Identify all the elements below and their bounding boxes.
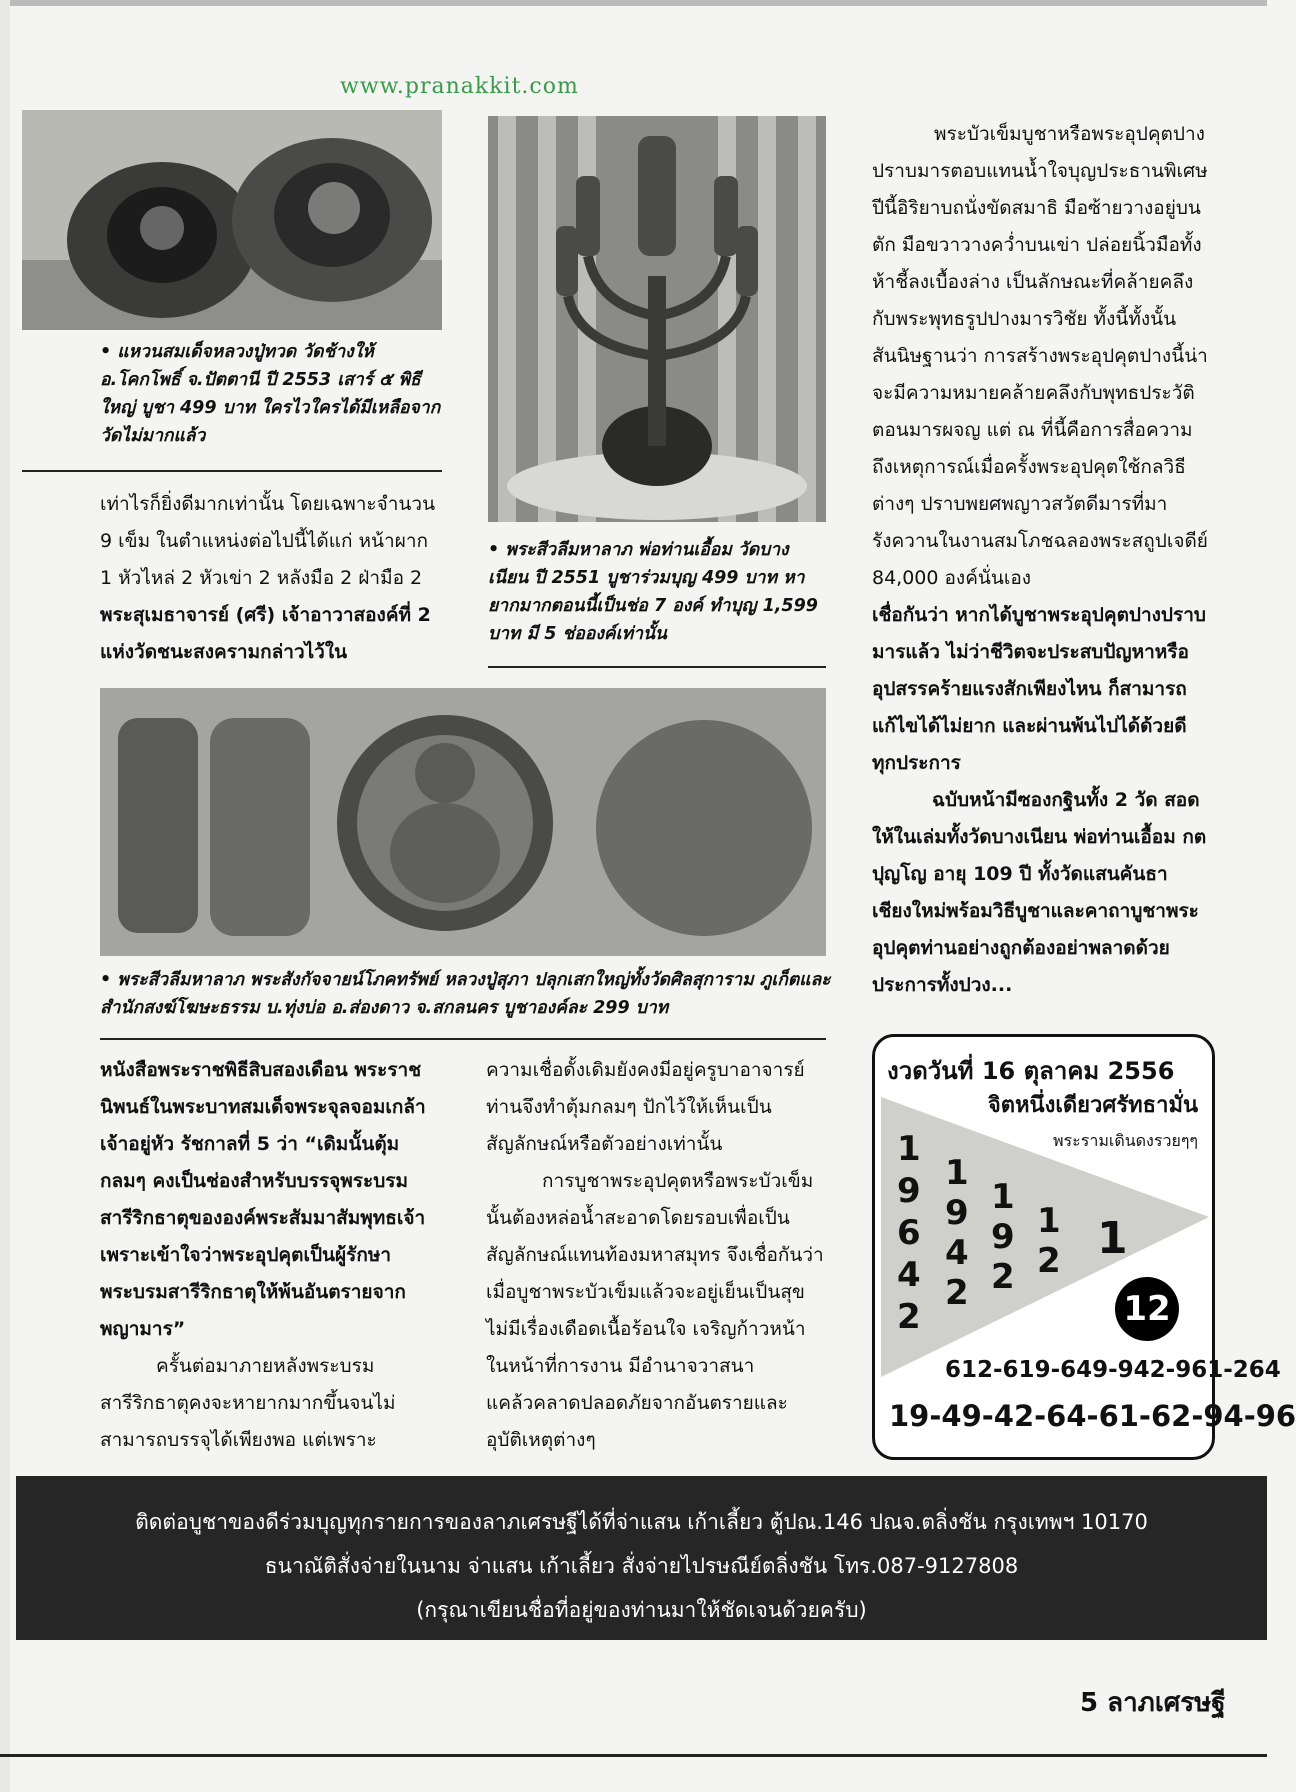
paragraph: ครั้นต่อมาภายหลังพระบรมสารีริกธาตุคงจะหายากมากขึ้นจนไม่สามารถบรรจุได้เพียงพอ แต่เพราะ [100,1355,396,1451]
divider [100,1038,826,1040]
lottery-digit: 2 [897,1297,921,1337]
paragraph: ความเชื่อดั้งเดิมยังคงมีอยู่ครูบาอาจารย์ท่านจึงทำตุ้มกลมๆ ปักไว้ให้เห็นเป็นสัญลักษณ์หรือตัวอย่างเท่านั้น [486,1059,805,1155]
photo-rings [22,110,442,330]
caption-amulets: • พระสีวลีมหาลาภ พระสังกัจจายน์โภคทรัพย์ หลวงปู่สุภา ปลุกเสกใหญ่ทั้งวัดศิลสุการาม ภูเก็ตและสำนักสงฆ์โฆษะธรรม บ.ทุ่งบ่อ อ.ส่องดาว จ.สกลนคร บูชาองค์ละ 299 บาท [100,970,831,1018]
lottery-digit: 4 [945,1233,969,1273]
paragraph: พระบัวเข็มบูชาหรือพระอุปคุตปางปราบมารตอบแทนน้ำใจบุญประธานพิเศษปีนี้อิริยาบถนั่งขัดสมาธิ มือซ้ายวางอยู่บนตัก มือขวาวางคว่ำบนเข่า ปล่อยนิ้วมือทั้งห้าชี้ลงเบื้องล่าง เป็นลักษณะที่คล้ายคลึงกับพระพุทธรูปปางมารวิชัย ทั้งนี้ทั้งนั้นสันนิษฐานว่า การสร้างพระอุปคุตปางนี้น่าจะมีความหมายคล้ายคลึงกับพุทธประวัติตอนมารผจญ แต่ ณ ที่นี้คือการสื่อความถึงเหตุการณ์เมื่อครั้งพระอุปคุตใช้กลวิธีต่างๆ ปราบพยศพญาวสวัตดีมารที่มารังควานในงานสมโภชฉลองพระสถูปเจดีย์ 84,000 องค์นั่นเอง [872,123,1208,589]
photo-amulets [100,688,826,956]
left-border [0,0,10,1792]
paragraph: พระสุเมธาจารย์ (ศรี) เจ้าอาวาสองค์ที่ 2 แห่งวัดชนะสงครามกล่าวไว้ใน [100,604,431,663]
paragraph: การบูชาพระอุปคุตหรือพระบัวเข็มนั้นต้องหล่อน้ำสะอาดโดยรอบเพื่อเป็นสัญลักษณ์แทนท้องมหาสมุทร จึงเชื่อกันว่า เมื่อบูชาพระบัวเข็มแล้วจะอยู่เย็นเป็นสุข ไม่มีเรื่องเดือดเนื้อร้อนใจ เจริญก้าวหน้าในหน้าที่การงาน มีอำนาจวาสนา แคล้วคลาดปลอดภัยจากอันตรายและอุบัติเหตุต่างๆ [486,1170,824,1451]
paragraph: หนังสือพระราชพิธีสิบสองเดือน พระราชนิพนธ์ในพระบาทสมเด็จพระจุลจอมเกล้าเจ้าอยู่หัว รัชกาลที่ 5 ว่า “เดิมนั้นตุ้มกลมๆ คงเป็นช่องสำหรับบรรจุพระบรมสารีริกธาตุขององค์พระสัมมาสัมพุทธเจ้า เพราะเข้าใจว่าพระอุปคุตเป็นผู้รักษาพระบรมสารีริกธาตุให้พ้นอันตรายจากพญามาร” [100,1059,426,1340]
page-number: 5 ลาภเศรษฐี [1080,1688,1226,1718]
lottery-subtitle: จิตหนึ่งเดียวศรัทธามั่น [987,1093,1198,1118]
lottery-digit: 2 [1037,1241,1061,1281]
contact-line: ธนาณัติสั่งจ่ายในนาม จ่าแสน เก้าเลี้ยว สั่งจ่ายไปรษณีย์ตลิ่งชัน โทร.087-9127808 [264,1554,1019,1578]
lottery-digit: 1 [1097,1213,1128,1264]
lottery-three-digit-line: 612-619-649-942-961-264 [945,1357,1281,1383]
contact-footer [16,1476,1267,1640]
body-text-bottom-middle [486,1052,826,1459]
lottery-digit: 9 [991,1217,1015,1257]
paragraph: ฉบับหน้ามีซองกฐินทั้ง 2 วัด สอดให้ในเล่มทั้งวัดบางเนียน พ่อท่านเอื้อม กตปุญโญ อายุ 109 ปี ทั้งวัดแสนคันธา เชียงใหม่พร้อมวิธีบูชาและคาถาบูชาพระอุปคุตท่านอย่างถูกต้องอย่าพลาดด้วยประการทั้งปวง... [872,789,1207,996]
photo-statue [488,116,826,522]
lottery-digit: 1 [945,1153,969,1193]
body-text-left-top [100,486,440,671]
lottery-digit: 9 [897,1171,921,1211]
lottery-digit: 2 [945,1273,969,1313]
contact-line: ติดต่อบูชาของดีร่วมบุญทุกรายการของลาภเศรษฐีได้ที่จ่าแสน เก้าเลี้ยว ตู้ปณ.146 ปณจ.ตลิ่งชัน กรุงเทพฯ 10170 [135,1510,1148,1534]
paragraph: เชื่อกันว่า หากได้บูชาพระอุปคุตปางปราบมารแล้ว ไม่ว่าชีวิตจะประสบปัญหาหรืออุปสรรคร้ายแรงสักเพียงไหน ก็สามารถแก้ไขได้ไม่ยาก และผ่านพ้นไปได้ด้วยดีทุกประการ [872,604,1206,774]
caption-rings: • แหวนสมเด็จหลวงปู่ทวด วัดช้างให้ อ.โคกโพธิ์ จ.ปัตตานี ปี 2553 เสาร์ ๕ พิธีใหญ่ บูชา 499 บาท ใครไวใครได้มีเหลือจากวัดไม่มากแล้ว [100,342,441,446]
lottery-digit: 2 [991,1257,1015,1297]
caption-statue: • พระสีวลีมหาลาภ พ่อท่านเอื้อม วัดบางเนียน ปี 2551 บูชาร่วมบุญ 499 บาท หายากมากตอนนี้เป็นช่อ 7 องค์ ทำบุญ 1,599 บาท มี 5 ช่อองค์เท่านั้น [488,540,818,644]
watermark: www.pranakkit.com [340,74,579,99]
lottery-date: งวดวันที่ 16 ตุลาคม 2556 [887,1057,1175,1085]
lottery-digit: 4 [897,1255,921,1295]
lottery-digit: 1 [1037,1201,1061,1241]
lottery-digit: 1 [897,1129,921,1169]
lottery-digit: 9 [945,1193,969,1233]
lottery-highlight-number: 12 [1115,1277,1179,1341]
paragraph: เท่าไรก็ยิ่งดีมากเท่านั้น โดยเฉพาะจำนวน 9 เข็ม ในตำแหน่งต่อไปนี้ได้แก่ หน้าผาก 1 หัวไหล่ 2 หัวเข่า 2 หลังมือ 2 ฝ่ามือ 2 [100,493,436,589]
divider [22,470,442,472]
lottery-digit: 6 [897,1213,921,1253]
lottery-numbers-box [872,1034,1296,1460]
bottom-rule [0,1754,1267,1757]
lottery-digit: 1 [991,1177,1015,1217]
body-text-right [872,116,1210,1004]
contact-line: (กรุณาเขียนชื่อที่อยู่ของท่านมาให้ชัดเจนด้วยครับ) [416,1598,867,1622]
divider [488,666,826,668]
body-text-bottom-left [100,1052,440,1459]
lottery-two-digit-line: 19-49-42-64-61-62-94-96 [889,1399,1296,1433]
lottery-tagline: พระรามเดินดงรวยๆๆ [1053,1131,1198,1150]
top-border [0,0,1267,6]
